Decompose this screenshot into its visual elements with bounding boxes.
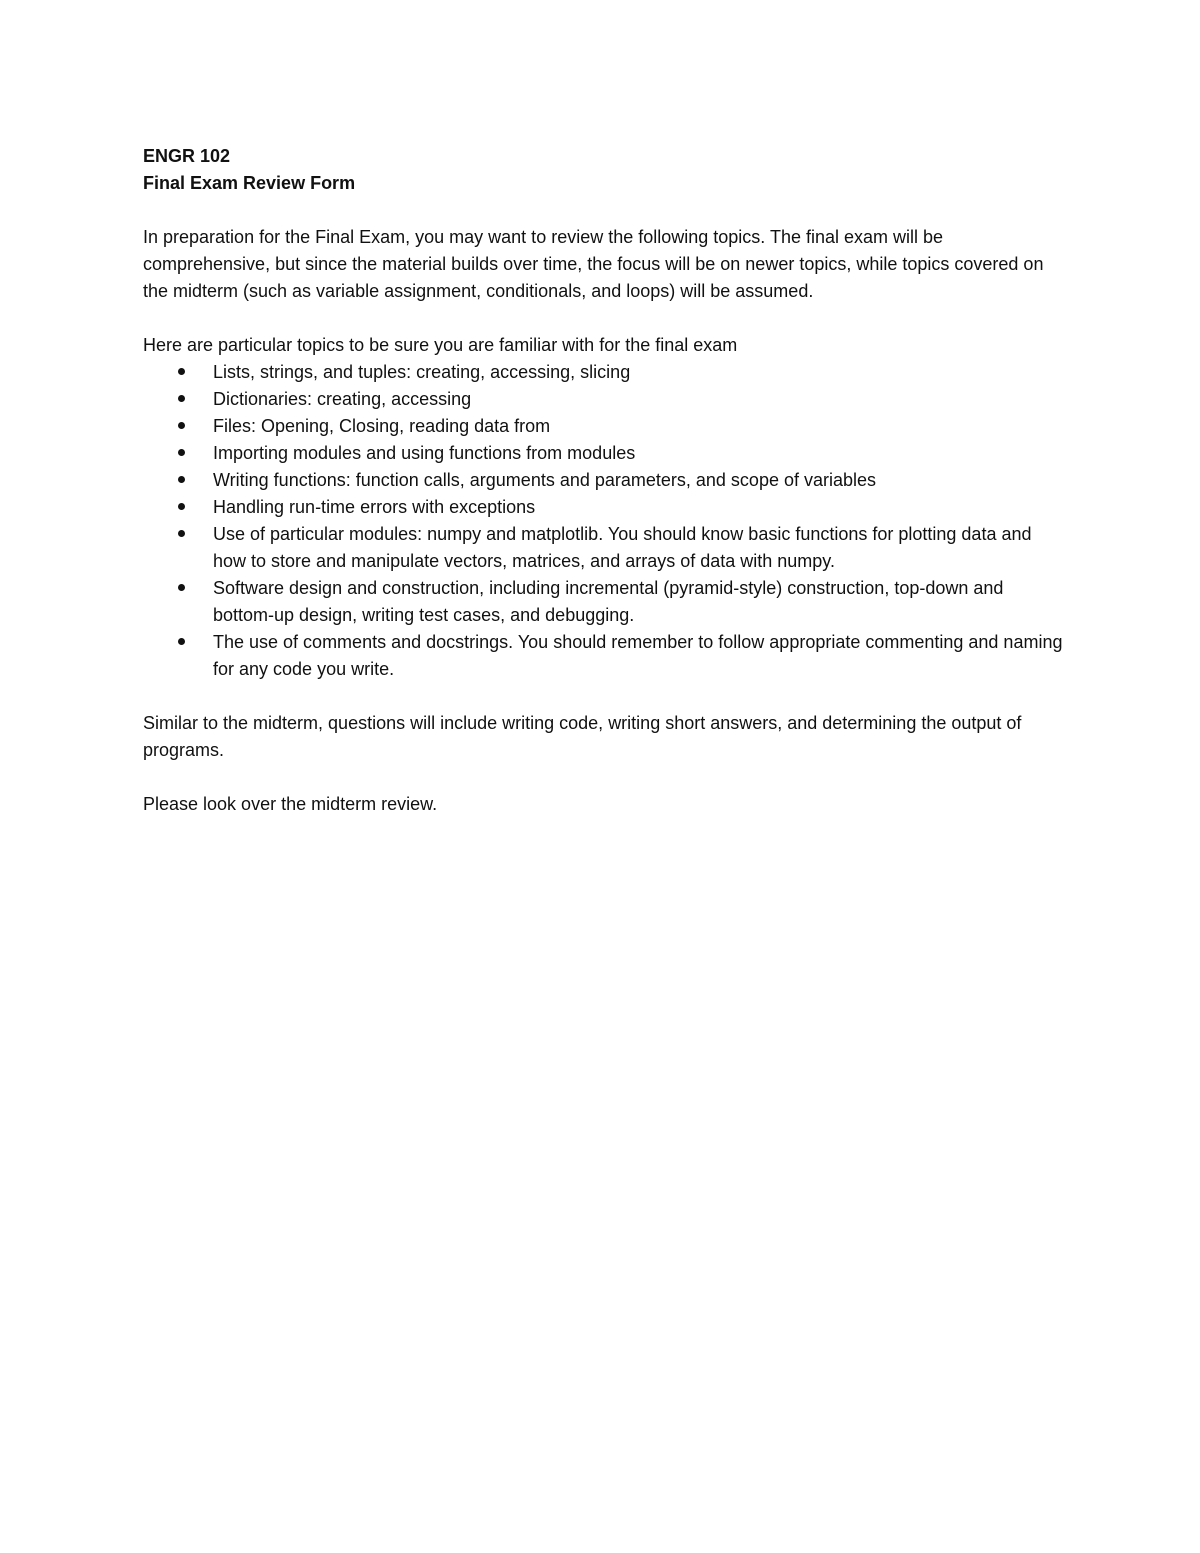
topic-text: Handling run-time errors with exceptions: [213, 497, 536, 517]
bullet-icon: [176, 629, 186, 656]
list-item: [143, 440, 1063, 467]
bullet-icon: [176, 521, 186, 548]
topic-text: Use of particular modules: numpy and matplotlib. You should know basic functions for plotting data and how to store and manipulate vectors, matrices, and arrays of data with numpy.: [213, 524, 1032, 571]
bullet-icon: [176, 440, 186, 467]
topic-text: Dictionaries: creating, accessing: [213, 389, 472, 409]
bullet-icon: [176, 386, 186, 413]
list-item: [143, 629, 1063, 683]
form-title: Final Exam Review Form: [143, 173, 356, 193]
list-item: [143, 386, 1063, 413]
list-item: [143, 521, 1063, 575]
topics-list: [143, 359, 1063, 683]
intro-paragraph: In preparation for the Final Exam, you may want to review the following topics. The final exam will be comprehensive, but since the material builds over time, the focus will be on newer topics, while topics covered on the midterm (such as variable assignment, conditionals, and loops) will be assumed.: [143, 227, 1044, 301]
document-page: [143, 143, 1063, 845]
question-note-paragraph: Similar to the midterm, questions will include writing code, writing short answers, and determining the output of programs.: [143, 713, 1022, 760]
list-item: [143, 359, 1063, 386]
topic-text: The use of comments and docstrings. You should remember to follow appropriate commenting and naming for any code you write.: [213, 632, 1063, 679]
bullet-icon: [176, 494, 186, 521]
list-item: [143, 467, 1063, 494]
list-item: [143, 575, 1063, 629]
topic-text: Writing functions: function calls, arguments and parameters, and scope of variables: [213, 470, 877, 490]
bullet-icon: [176, 413, 186, 440]
list-item: [143, 494, 1063, 521]
bullet-icon: [176, 467, 186, 494]
topic-text: Lists, strings, and tuples: creating, accessing, slicing: [213, 362, 631, 382]
closing-paragraph: Please look over the midterm review.: [143, 794, 438, 814]
bullet-icon: [176, 359, 186, 386]
topic-text: Files: Opening, Closing, reading data from: [213, 416, 551, 436]
list-item: [143, 413, 1063, 440]
course-title: ENGR 102: [143, 146, 231, 166]
topic-text: Software design and construction, including incremental (pyramid-style) construction, top-down and bottom-up design, writing test cases, and debugging.: [213, 578, 1004, 625]
bullet-icon: [176, 575, 186, 602]
topic-text: Importing modules and using functions from modules: [213, 443, 636, 463]
topics-intro: Here are particular topics to be sure you are familiar with for the final exam: [143, 335, 738, 355]
